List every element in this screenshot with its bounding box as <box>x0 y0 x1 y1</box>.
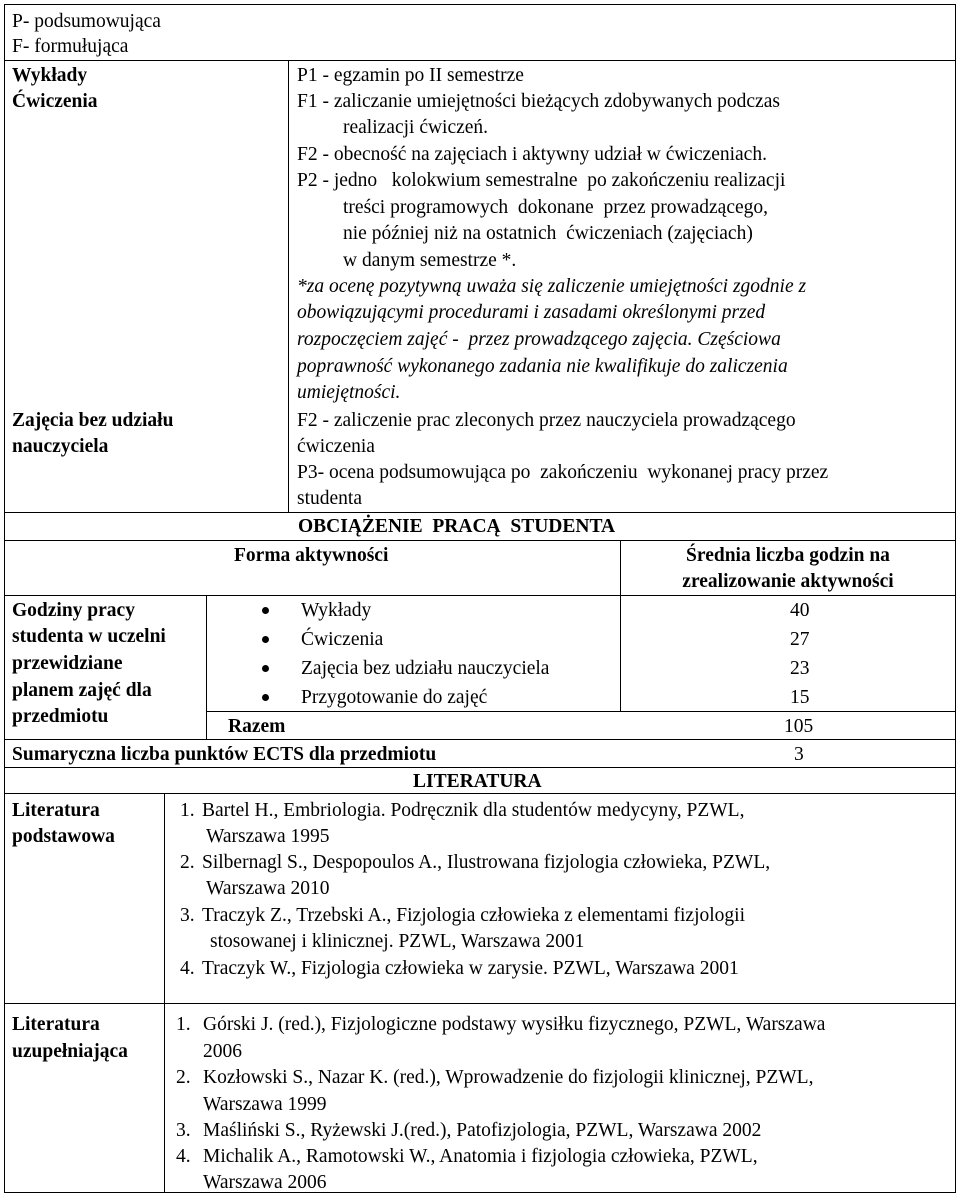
literature-title: LITERATURA <box>413 771 542 792</box>
list-item-number: 2. <box>176 1067 191 1088</box>
exercises-p2-line1: P2 - jedno kolokwium semestralne po zakończeniu realizacji <box>297 170 786 191</box>
label-self-study-line1: Zajęcia bez udziału <box>12 410 174 431</box>
bullet-icon <box>262 636 269 643</box>
note-line5: umiejętności. <box>297 382 401 403</box>
exercises-f1-line2: realizacji ćwiczeń. <box>343 117 489 138</box>
self-study-f2-line2: ćwiczenia <box>297 436 375 457</box>
list-item-text-cont: stosowanej i klinicznej. PZWL, Warszawa 2001 <box>210 931 585 952</box>
rule-legend <box>4 60 956 61</box>
self-study-p3-line1: P3- ocena podsumowująca po zakończeniu wykonanej pracy przez <box>297 462 829 483</box>
bullet-icon <box>262 694 269 701</box>
literature-supp-label-line2: uzupełniająca <box>12 1041 128 1062</box>
workload-col-activity: Forma aktywności <box>234 545 389 566</box>
label-lectures: Wykłady <box>12 65 88 86</box>
bullet-icon <box>262 607 269 614</box>
ects-label: Sumaryczna liczba punktów ECTS dla przedmiotu <box>12 744 437 765</box>
list-item-text: Traczyk Z., Trzebski A., Fizjologia człowieka z elementami fizjologii <box>202 905 746 926</box>
rule-workload-header <box>4 540 956 541</box>
note-line1: *za ocenę pozytywną uważa się zaliczenie umiejętności zgodnie z <box>297 276 807 297</box>
list-item-text: Górski J. (red.), Fizjologiczne podstawy wysiłku fizycznego, PZWL, Warszawa <box>203 1014 826 1035</box>
workload-col-hours-line1: Średnia liczba godzin na <box>686 545 890 566</box>
note-line3: rozpoczęciem zajęć - przez prowadzącego zajęcia. Częściowa <box>297 329 781 350</box>
list-item-number: 4. <box>180 958 195 979</box>
workload-side-line2: studenta w uczelni <box>12 626 166 647</box>
bullet-icon <box>262 665 269 672</box>
list-item-text-cont: 2006 <box>203 1041 242 1062</box>
workload-col-hours-line2: zrealizowanie aktywności <box>682 571 894 592</box>
note-line2: obowiązującymi procedurami i zasadami określonymi przed <box>297 302 766 323</box>
list-item-text-cont: Warszawa 1999 <box>203 1094 327 1115</box>
rule-ects-bottom <box>4 767 956 768</box>
list-item-number: 4. <box>176 1146 191 1167</box>
workload-row-hours: 23 <box>790 658 810 679</box>
exercises-f1-line1: F1 - zaliczanie umiejętności bieżących zdobywanych podczas <box>297 91 780 112</box>
exercises-p2-line2: treści programowych dokonane przez prowadzącego, <box>343 197 769 218</box>
list-item-text-cont: Warszawa 1995 <box>206 826 330 847</box>
workload-title: OBCIĄŻENIE PRACĄ STUDENTA <box>298 516 616 537</box>
rule-workload-body <box>4 595 956 596</box>
literature-basic-label-line1: Literatura <box>12 800 100 821</box>
legend-formative: F- formułująca <box>12 36 129 57</box>
list-item-text: Silbernagl S., Despopoulos A., Ilustrowana fizjologia człowieka, PZWL, <box>202 852 771 873</box>
lectures-p1: P1 - egzamin po II semestrze <box>297 65 524 86</box>
self-study-p3-line2: studenta <box>297 488 362 509</box>
list-item-text: Traczyk W., Fizjologia człowieka w zarysie. PZWL, Warszawa 2001 <box>202 958 739 979</box>
workload-row-hours: 15 <box>790 687 810 708</box>
list-item-number: 2. <box>180 852 195 873</box>
rule-workload-left <box>206 595 207 739</box>
exercises-f2: F2 - obecność na zajęciach i aktywny udział w ćwiczeniach. <box>297 144 767 165</box>
workload-row-label: Wykłady <box>301 600 372 621</box>
rule-literature-col <box>164 793 165 1193</box>
workload-row-hours: 40 <box>790 600 810 621</box>
self-study-f2-line1: F2 - zaliczenie prac zleconych przez nauczyciela prowadzącego <box>297 410 796 431</box>
workload-side-line1: Godziny pracy <box>12 600 135 621</box>
label-exercises: Ćwiczenia <box>12 91 98 112</box>
note-line4: poprawność wykonanego zadania nie kwalifikuje do zaliczenia <box>297 356 788 377</box>
list-item-text: Maśliński S., Ryżewski J.(red.), Patofizjologia, PZWL, Warszawa 2002 <box>203 1120 762 1141</box>
rule-ects-top <box>4 739 956 740</box>
workload-row-label: Zajęcia bez udziału nauczyciela <box>301 658 550 679</box>
rule-assessment-col <box>288 60 289 512</box>
list-item-text: Michalik A., Ramotowski W., Anatomia i fizjologia człowieka, PZWL, <box>203 1146 758 1167</box>
literature-supp-label-line1: Literatura <box>12 1014 100 1035</box>
rule-total <box>206 711 956 712</box>
workload-row-hours: 27 <box>790 629 810 650</box>
label-self-study-line2: nauczyciela <box>12 436 109 457</box>
list-item-number: 3. <box>180 905 195 926</box>
list-item-text-cont: Warszawa 2006 <box>203 1172 327 1193</box>
literature-basic-label-line2: podstawowa <box>12 826 115 847</box>
workload-side-line5: przedmiotu <box>12 706 109 727</box>
exercises-p2-line4: w danym semestrze *. <box>343 250 517 271</box>
workload-row-label: Ćwiczenia <box>301 629 384 650</box>
ects-value: 3 <box>794 744 804 765</box>
list-item-text: Kozłowski S., Nazar K. (red.), Wprowadzenie do fizjologii klinicznej, PZWL, <box>203 1067 814 1088</box>
list-item-number: 1. <box>176 1014 191 1035</box>
legend-summative: P- podsumowująca <box>12 11 161 32</box>
workload-total-label: Razem <box>228 716 286 737</box>
workload-side-line4: planem zajęć dla <box>12 680 152 701</box>
workload-row-label: Przygotowanie do zajęć <box>301 687 488 708</box>
rule-literature-supp <box>4 1003 956 1004</box>
list-item-text: Bartel H., Embriologia. Podręcznik dla studentów medycyny, PZWL, <box>202 800 745 821</box>
list-item-number: 3. <box>176 1120 191 1141</box>
list-item-number: 1. <box>180 800 195 821</box>
list-item-text-cont: Warszawa 2010 <box>206 878 330 899</box>
rule-workload-title <box>4 512 956 513</box>
workload-total-value: 105 <box>784 716 814 737</box>
exercises-p2-line3: nie później niż na ostatnich ćwiczeniach (zajęciach) <box>343 223 753 244</box>
workload-side-line3: przewidziane <box>12 653 123 674</box>
